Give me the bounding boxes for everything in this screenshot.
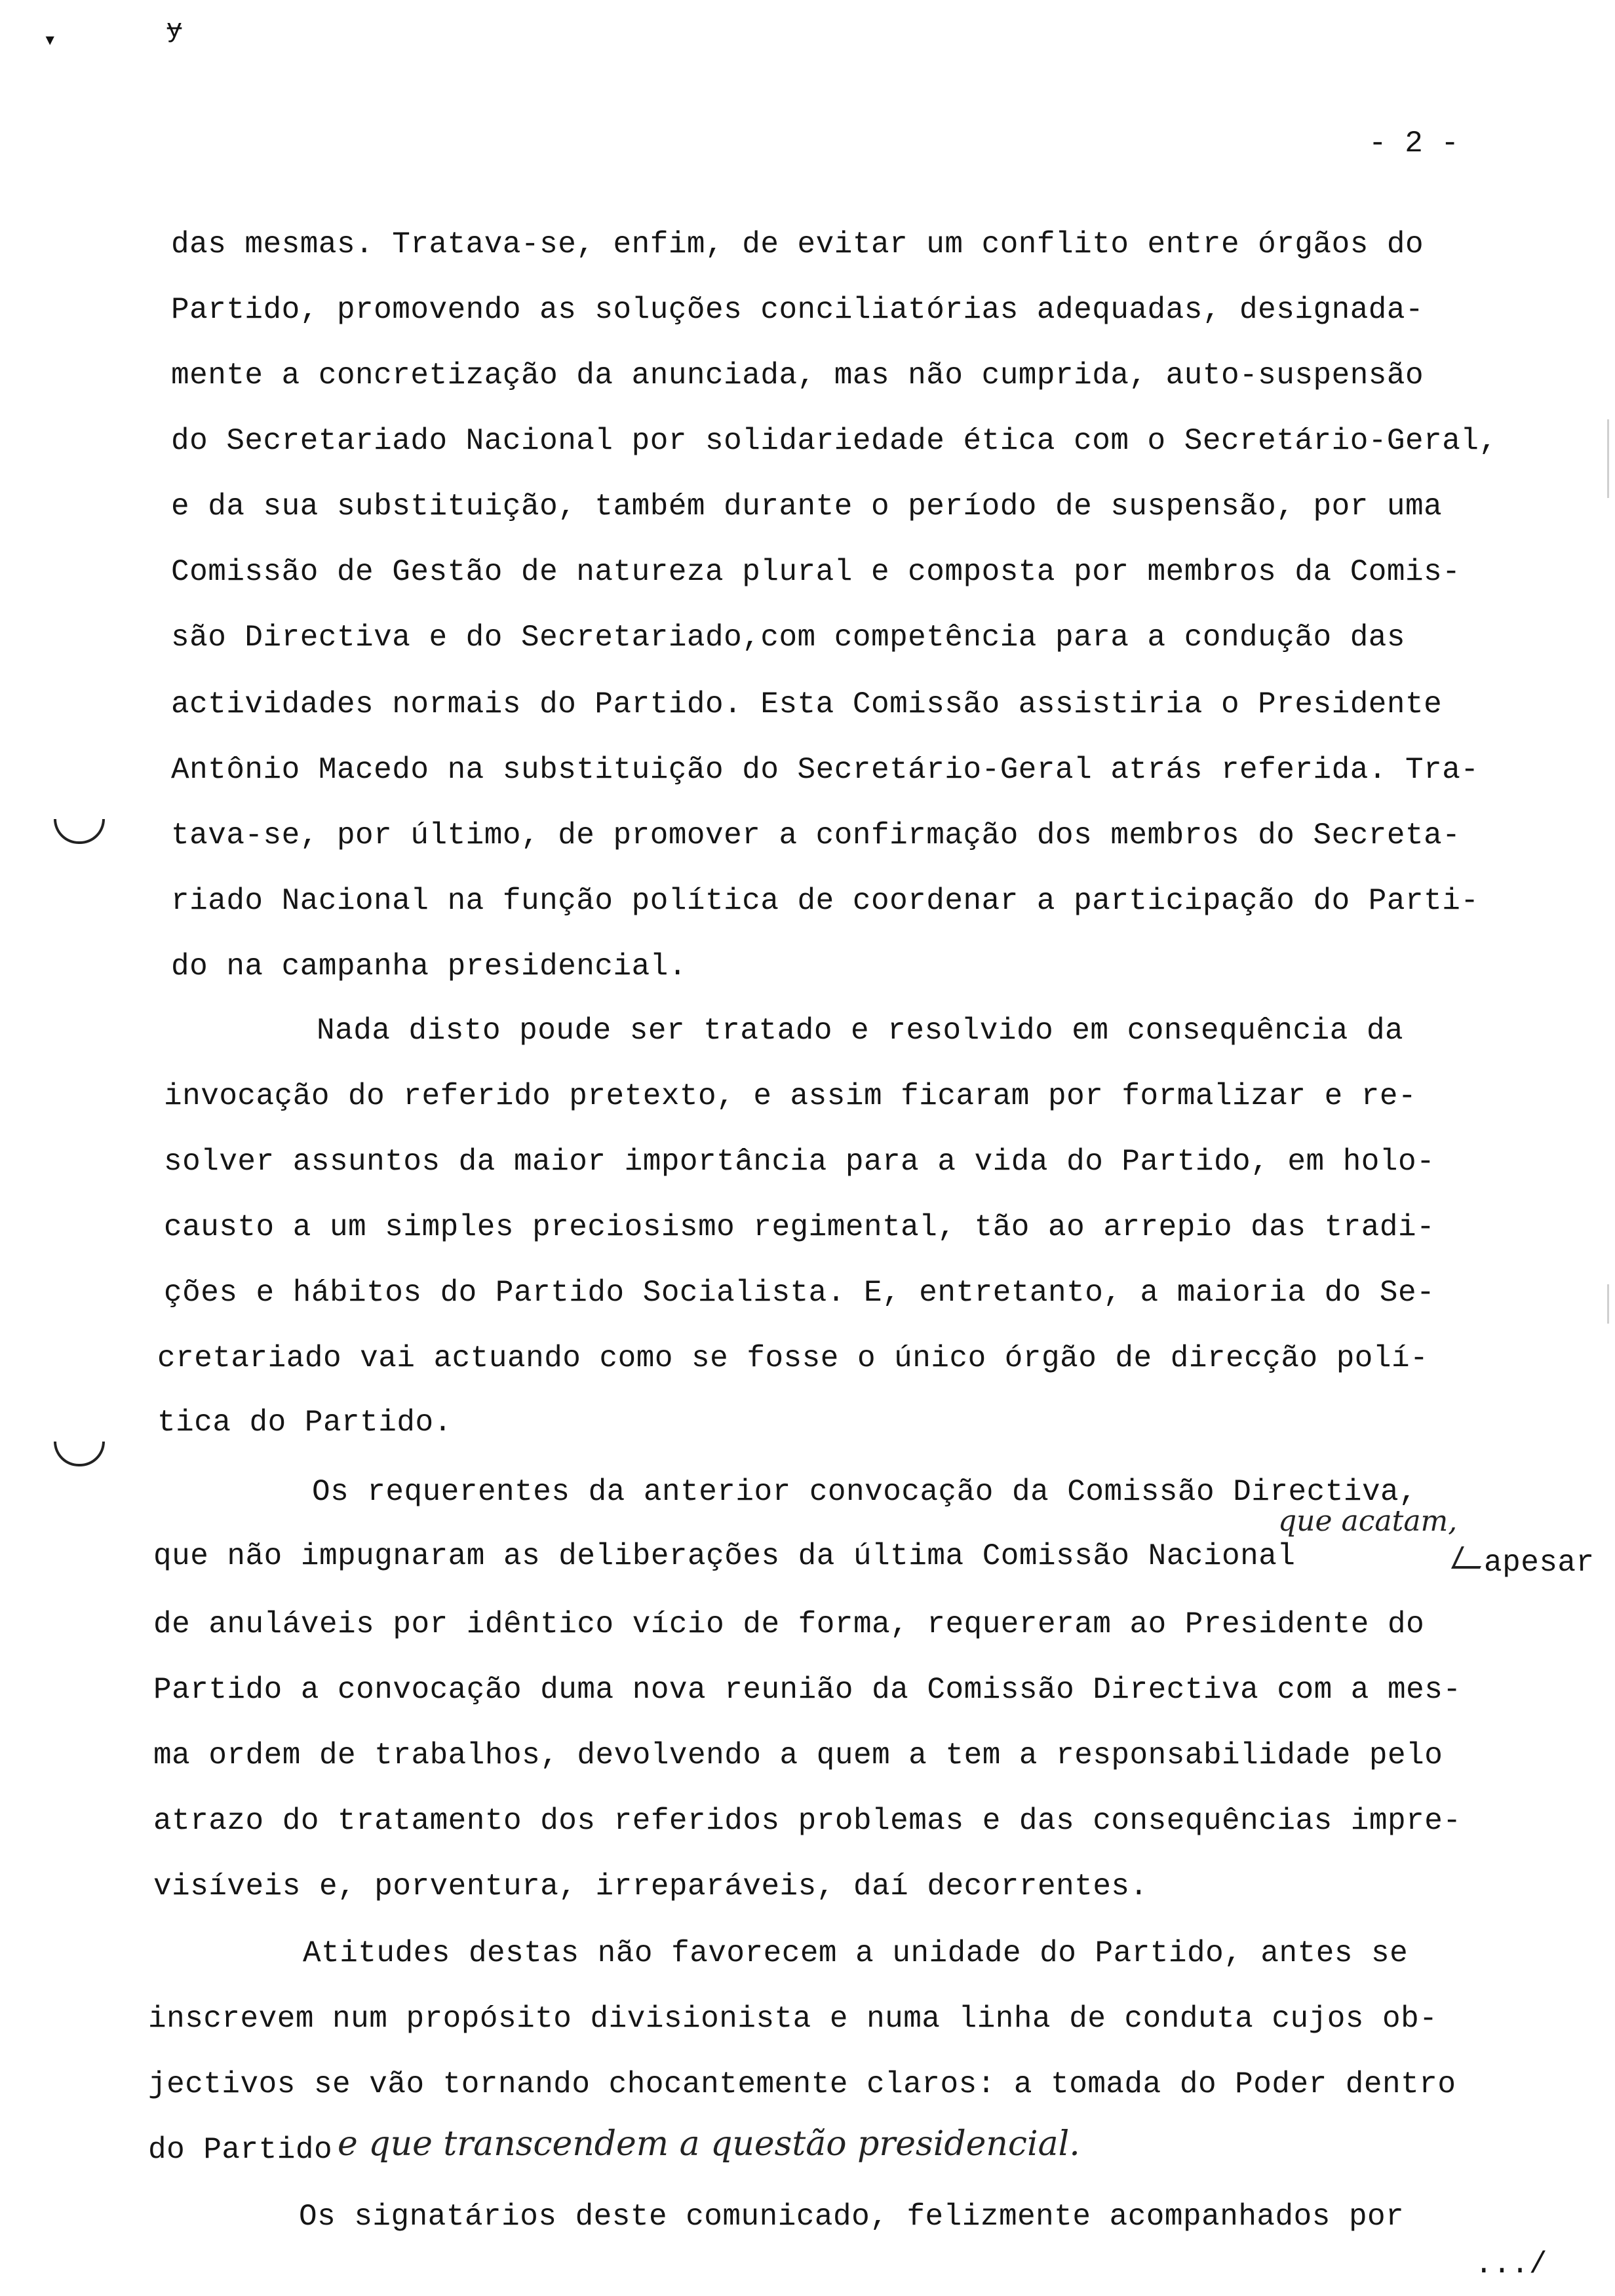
corner-mark-icon: ɏ [166, 16, 183, 45]
text-line: do Partido [148, 2133, 333, 2167]
text-line: cretariado vai actuando como se fosse o único órgão de direcção polí- [157, 1341, 1429, 1375]
tick-mark-icon: ▾ [43, 29, 57, 54]
text-line: causto a um simples preciosismo regimental, tão ao arrepio das tradi- [164, 1210, 1435, 1244]
text-line: invocação do referido pretexto, e assim ficaram por formalizar e re- [164, 1079, 1417, 1113]
text-line: tica do Partido. [157, 1406, 452, 1440]
text-line: riado Nacional na função política de coordenar a participação do Parti- [171, 884, 1479, 918]
text-line: e da sua substituição, também durante o período de suspensão, por uma [171, 489, 1443, 524]
text-line: tava-se, por último, de promover a confirmação dos membros do Secreta- [171, 818, 1461, 852]
handwritten-insertion: e que transcendem a questão presidencial. [338, 2124, 1080, 2164]
text-line: visíveis e, porventura, irreparáveis, daí decorrentes. [153, 1869, 1148, 1904]
text-line: do Secretariado Nacional por solidariedade ética com o Secretário-Geral, [171, 424, 1498, 458]
margin-check-mark [54, 1442, 105, 1466]
text-line: actividades normais do Partido. Esta Comissão assistiria o Presidente [171, 687, 1443, 721]
text-line: são Directiva e do Secretariado,com competência para a condução das [171, 621, 1406, 655]
page-number: - 2 - [1369, 126, 1460, 161]
text-line: Os requerentes da anterior convocação da Comissão Directiva, [312, 1475, 1418, 1509]
text-line: Comissão de Gestão de natureza plural e composta por membros da Comis- [171, 555, 1461, 589]
text-line: Partido a convocação duma nova reunião da Comissão Directiva com a mes- [153, 1673, 1462, 1707]
text-line: Os signatários deste comunicado, felizmente acompanhados por [299, 2200, 1405, 2234]
text-line: do na campanha presidencial. [171, 949, 687, 984]
text-line: ma ordem de trabalhos, devolvendo a quem a tem a responsabilidade pelo [153, 1738, 1443, 1772]
page-edge-line [1607, 419, 1609, 498]
text-line: Atitudes destas não favorecem a unidade do Partido, antes se [303, 1936, 1409, 1970]
text-line: Antônio Macedo na substituição do Secretário-Geral atrás referida. Tra- [171, 753, 1479, 787]
text-line: das mesmas. Tratava-se, enfim, de evitar um conflito entre órgãos do [171, 227, 1424, 261]
text-line: apesar [1484, 1546, 1595, 1580]
continuation-mark: .../ [1475, 2248, 1547, 2282]
text-line: que não impugnaram as deliberações da última Comissão Nacional [153, 1539, 1296, 1573]
text-line: inscrevem num propósito divisionista e numa linha de conduta cujos ob- [148, 2002, 1438, 2036]
page-edge-line [1607, 1284, 1609, 1324]
text-line: Nada disto poude ser tratado e resolvido em consequência da [317, 1014, 1404, 1048]
handwritten-insertion: que acatam, [1278, 1504, 1458, 1538]
text-line: Partido, promovendo as soluções conciliatórias adequadas, designada- [171, 293, 1424, 327]
text-line: mente a concretização da anunciada, mas não cumprida, auto-suspensão [171, 358, 1424, 392]
text-line: ções e hábitos do Partido Socialista. E, entretanto, a maioria do Se- [164, 1276, 1435, 1310]
margin-check-mark [54, 819, 105, 844]
text-line: atrazo do tratamento dos referidos problemas e das consequências impre- [153, 1804, 1462, 1838]
text-line: jectivos se vão tornando chocantemente claros: a tomada do Poder dentro [148, 2067, 1456, 2101]
text-line: de anuláveis por idêntico vício de forma, requereram ao Presidente do [153, 1607, 1425, 1641]
text-line: solver assuntos da maior importância para a vida do Partido, em holo- [164, 1145, 1435, 1179]
